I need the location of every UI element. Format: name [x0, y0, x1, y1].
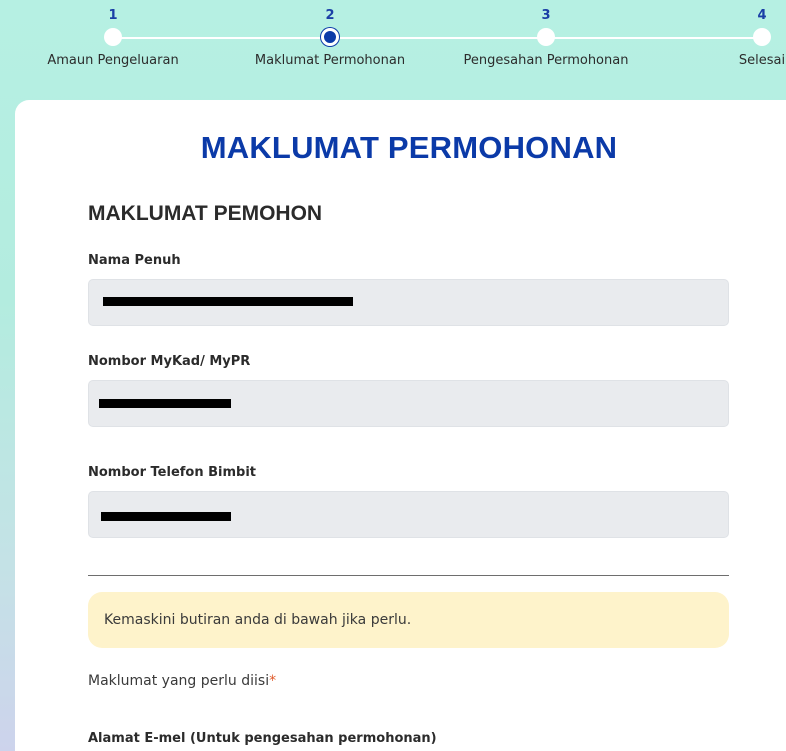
step-dot [753, 28, 771, 46]
full-name-field[interactable] [88, 279, 729, 326]
full-name-label: Nama Penuh [88, 253, 181, 268]
page-title: MAKLUMAT PERMOHONAN [200, 130, 618, 165]
redacted-value [101, 512, 231, 521]
progress-stepper [0, 0, 786, 100]
phone-field[interactable] [88, 491, 729, 538]
step-number: 3 [541, 8, 551, 23]
redacted-value [99, 399, 231, 408]
section-title: MAKLUMAT PEMOHON [88, 202, 323, 225]
step-dot [537, 28, 555, 46]
step-1 [13, 0, 213, 68]
step-4 [662, 0, 786, 68]
required-star: * [269, 673, 277, 689]
phone-label: Nombor Telefon Bimbit [88, 465, 257, 480]
step-number: 4 [757, 8, 767, 23]
required-note [88, 673, 276, 689]
update-notice: Kemaskini butiran anda di bawah jika perlu. [88, 592, 729, 648]
mykad-field[interactable] [88, 380, 729, 427]
redacted-value [103, 297, 353, 306]
mykad-label: Nombor MyKad/ MyPR [88, 354, 251, 369]
step-label: Pengesahan Permohonan [463, 53, 629, 68]
step-2 [230, 0, 430, 68]
step-3 [446, 0, 646, 68]
step-dot [104, 28, 122, 46]
step-label: Amaun Pengeluaran [47, 53, 179, 68]
email-label: Alamat E-mel (Untuk pengesahan permohonan) [88, 731, 437, 746]
required-note-text: Maklumat yang perlu diisi [88, 673, 270, 689]
section-divider [88, 575, 729, 576]
step-number: 2 [325, 8, 335, 23]
step-number: 1 [108, 8, 118, 23]
step-label: Maklumat Permohonan [254, 53, 406, 68]
step-label: Selesai [738, 53, 786, 68]
step-dot-active [321, 28, 339, 46]
